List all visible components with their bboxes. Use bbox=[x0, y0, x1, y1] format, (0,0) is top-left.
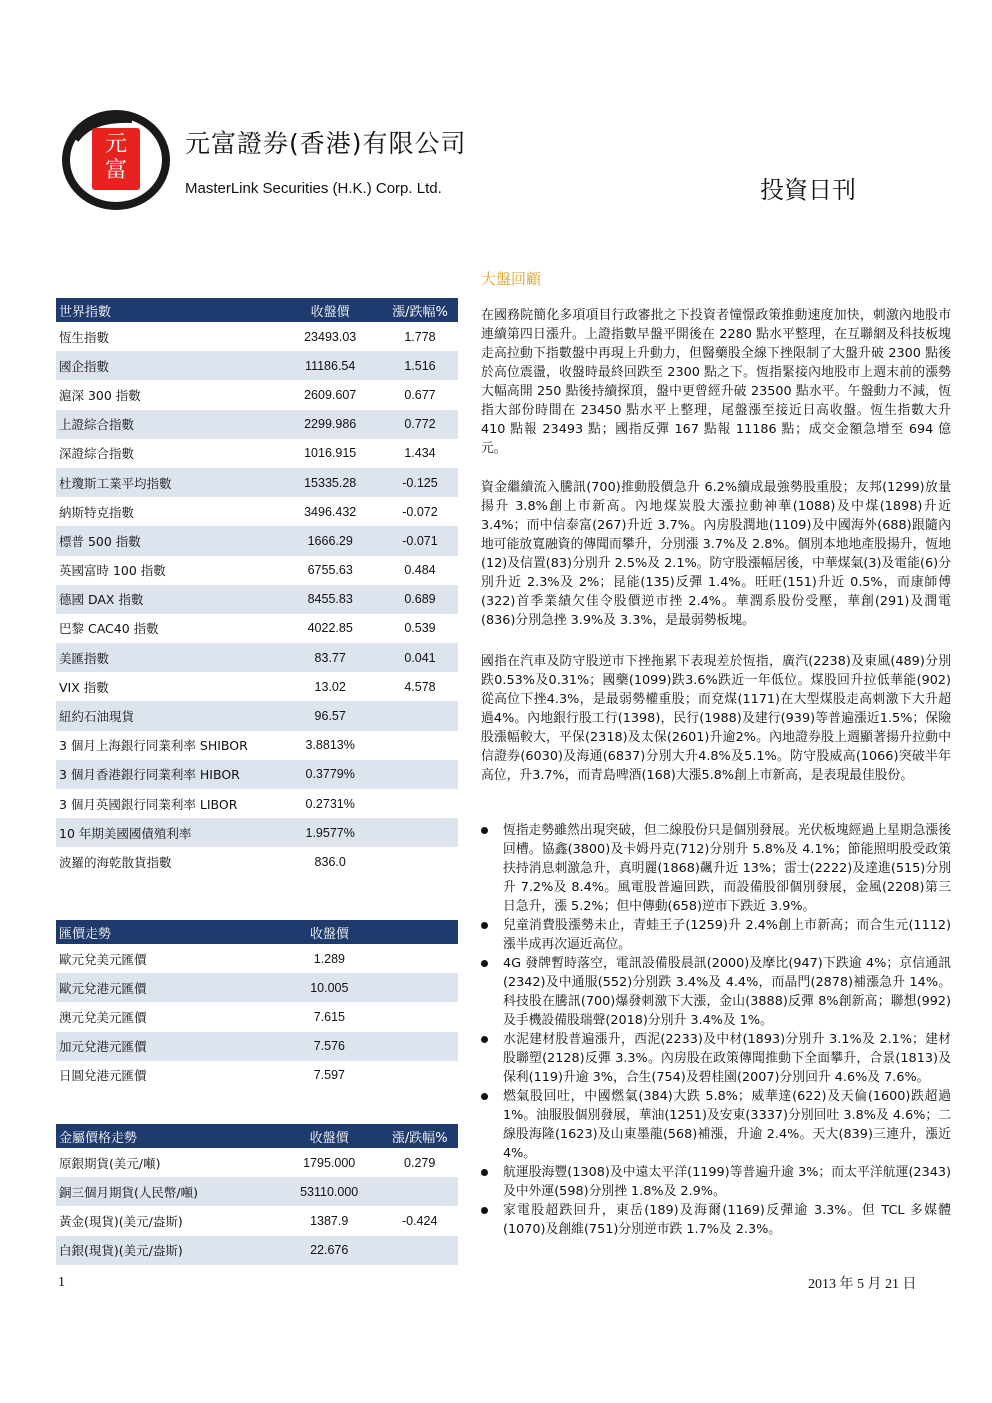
close-value: 0.3779% bbox=[278, 760, 381, 789]
change-value bbox=[382, 818, 458, 847]
column-header: 金屬價格走勢 bbox=[56, 1124, 277, 1148]
column-header: 漲/跌幅% bbox=[381, 1124, 458, 1148]
column-header: 收盤價 bbox=[278, 298, 381, 322]
table-row bbox=[56, 351, 458, 380]
table-row bbox=[56, 585, 458, 614]
row-label: 納斯特克指數 bbox=[59, 504, 135, 520]
change-value: -0.072 bbox=[402, 504, 438, 519]
table-header-row bbox=[56, 920, 458, 944]
list-item bbox=[481, 954, 951, 1030]
company-logo bbox=[62, 110, 170, 210]
row-label: 白銀(現貨)(美元/盎斯) bbox=[56, 1236, 277, 1265]
list-item bbox=[481, 1030, 951, 1087]
close-value: 53110.000 bbox=[277, 1177, 381, 1206]
fx-table bbox=[56, 920, 458, 1090]
table-row bbox=[56, 1061, 458, 1090]
change-value: 0.677 bbox=[404, 387, 436, 402]
table-header-row bbox=[56, 298, 458, 322]
change-value bbox=[382, 944, 458, 973]
change-value bbox=[382, 1061, 458, 1090]
list-item-text: 兒童消費股漲勢未止，青蛙王子(1259)升 2.4%創上市新高；而合生元(1112)漲半成再次逼近高位。 bbox=[503, 918, 951, 952]
column-header: 匯價走勢 bbox=[56, 920, 277, 944]
change-value: 1.434 bbox=[404, 446, 436, 461]
change-value bbox=[381, 1177, 458, 1206]
close-value: 7.576 bbox=[277, 1032, 382, 1061]
change-value bbox=[382, 1032, 458, 1061]
row-label: 波羅的海乾散貨指數 bbox=[59, 854, 172, 870]
close-value: 7.597 bbox=[313, 1068, 345, 1083]
table-row bbox=[56, 1032, 458, 1061]
close-value: 15335.28 bbox=[278, 468, 381, 497]
close-value: 1795.000 bbox=[303, 1155, 356, 1170]
change-value: 0.539 bbox=[404, 621, 436, 636]
change-value: 0.041 bbox=[382, 643, 458, 672]
close-value: 4022.85 bbox=[307, 621, 353, 636]
table-row bbox=[56, 410, 458, 439]
change-value bbox=[382, 789, 458, 818]
row-label: 標普 500 指數 bbox=[56, 526, 278, 555]
close-value: 1.289 bbox=[313, 951, 345, 966]
change-value bbox=[382, 731, 458, 760]
bullet-icon bbox=[481, 827, 488, 834]
row-label: 紐約石油現貨 bbox=[56, 701, 278, 730]
row-label: 滬深 300 指數 bbox=[59, 387, 141, 403]
row-label: 德國 DAX 指數 bbox=[56, 585, 278, 614]
table-header-row bbox=[56, 1124, 458, 1148]
list-item bbox=[481, 916, 951, 954]
close-value: 83.77 bbox=[278, 643, 381, 672]
row-label: 黃金(現貨)(美元/盎斯) bbox=[59, 1213, 183, 1229]
table-row bbox=[56, 439, 458, 468]
close-value: 0.2731% bbox=[305, 796, 355, 811]
close-value: 23493.03 bbox=[304, 329, 357, 344]
list-item-text: 燃氣股回吐，中國燃氣(384)大跌 5.8%；威華達(622)及天倫(1600)跌超過 1%。油服股個別發展，華油(1251)及安東(3337)分別回吐 3.8%及 4.6%；二線股海隆(1623)及山東墨龍(568)補漲，升逾 2.4%。天大(839)三連升，漲近 4%。 bbox=[503, 1089, 951, 1161]
list-item bbox=[481, 1087, 951, 1163]
change-value: 0.279 bbox=[404, 1155, 436, 1170]
table-row bbox=[56, 944, 458, 973]
close-value: 1387.9 bbox=[310, 1213, 349, 1228]
row-label: 日圓兌港元匯價 bbox=[59, 1068, 147, 1084]
column-header: 世界指數 bbox=[56, 298, 278, 322]
list-item bbox=[481, 1163, 951, 1201]
list-item-text: 航運股海豐(1308)及中遠太平洋(1199)等普遍升逾 3%；而太平洋航運(2343)及中外運(598)分別挫 1.8%及 2.9%。 bbox=[503, 1165, 951, 1199]
bullet-icon bbox=[481, 1169, 488, 1176]
row-label: 澳元兌美元匯價 bbox=[59, 1009, 147, 1025]
list-item-text: 4G 發牌暫時落空，電訊設備股晨訊(2000)及摩比(947)下跌逾 4%；京信通訊(2342)及中通服(552)分別跌 3.4%及 4.4%，而晶門(2878)補漲急升 14%。科技股在騰訊(700)爆發刺激下大漲，金山(3888)反彈 8%創新高；聯想(992)及手機設備股瑞聲(2018)分別升 3.4%及 1%。 bbox=[503, 956, 951, 1028]
row-label: VIX 指數 bbox=[59, 679, 109, 695]
metals-table bbox=[56, 1124, 458, 1265]
close-value: 6755.63 bbox=[307, 563, 353, 578]
table-row bbox=[56, 973, 458, 1002]
close-value: 1666.29 bbox=[278, 526, 381, 555]
close-value: 10.005 bbox=[277, 973, 382, 1002]
bullet-icon bbox=[481, 960, 488, 967]
table-row bbox=[56, 1206, 458, 1235]
table-row bbox=[56, 847, 458, 876]
change-value: -0.424 bbox=[401, 1213, 438, 1228]
review-paragraph-2: 資金繼續流入騰訊(700)推動股價急升 6.2%續成最強勢股重股；友邦(1299)放量揚升 3.8%創上市新高。內地煤炭股大漲拉動神華(1088)及中煤(1898)升近 3.4%；而中信泰富(267)升近 3.7%。內房股潤地(1109)及中國海外(688)跟隨內地可能放寬融資的傳聞而攀升，分別漲 3.7%及 2.8%。個別本地地產股揚升，恆地(12)及信置(83)分別升 2.5%及 2.1%。防守股漲幅居後，中華煤氣(3)及電能(6)分別升近 2.3%及 2%；昆能(135)反彈 1.4%。旺旺(151)升近 0.5%，而康師傅(322)首季業績欠佳令股價逆市挫 2.4%。華潤系股份受壓，華創(291)及潤電(836)分別急挫 3.9%及 3.3%，是最弱勢板塊。 bbox=[481, 480, 951, 628]
table-row bbox=[56, 672, 458, 701]
close-value: 22.676 bbox=[277, 1236, 381, 1265]
change-value bbox=[382, 760, 458, 789]
column-header: 漲/跌幅% bbox=[382, 298, 458, 322]
change-value bbox=[382, 1002, 458, 1031]
bullet-icon bbox=[481, 1207, 488, 1214]
close-value: 96.57 bbox=[278, 701, 381, 730]
row-label: 英國富時 100 指數 bbox=[59, 563, 166, 579]
change-value: -0.071 bbox=[382, 526, 458, 555]
table-row bbox=[56, 643, 458, 672]
change-value: 4.578 bbox=[404, 679, 436, 694]
logo-text: 元富 bbox=[104, 132, 127, 183]
close-value: 2609.607 bbox=[304, 387, 357, 402]
report-date: 2013 年 5 月 21 日 bbox=[808, 1277, 917, 1292]
close-value: 3.8813% bbox=[305, 738, 355, 753]
table-row bbox=[56, 1177, 458, 1206]
close-value: 1.9577% bbox=[278, 818, 381, 847]
section-title: 大盤回顧 bbox=[481, 270, 542, 288]
column-header: 收盤價 bbox=[277, 1124, 381, 1148]
row-label: 恆生指數 bbox=[59, 329, 110, 345]
list-item-text: 家電股超跌回升，東岳(189)及海爾(1169)反彈逾 3.3%。但 TCL 多媒體(1070)及創維(751)分別逆市跌 1.7%及 2.3%。 bbox=[503, 1203, 951, 1237]
table-row bbox=[56, 701, 458, 730]
row-label: 3 個月香港銀行同業利率 HIBOR bbox=[56, 760, 278, 789]
table-row bbox=[56, 556, 458, 585]
column-header-empty bbox=[382, 920, 458, 944]
row-label: 3 個月上海銀行同業利率 SHIBOR bbox=[59, 738, 248, 754]
review-paragraph-1: 在國務院簡化多項項目行政審批之下投資者憧憬政策推動速度加快，刺激內地股市連續第四日漲升。上證指數早盤平開後在 2280 點水平整理，在互聯網及科技板塊走高拉動下指數盤中再現上升動力，但醫藥股全線下挫限制了大盤升破 2300 點後於高位震盪，收盤時最終回跌至 2300 點之下。恆指緊接內地股市上週末前的漲勢大幅高開 250 點後持續探頂，盤中更曾經升破 23500 點水平。午盤動力不減，恆指大部份時間在 23450 點水平上整理，尾盤漲至接近日高收盤。恆生指數大升 410 點報 23493 點；國指反彈 167 點報 11186 點；成交金額急增至 694 億元。 bbox=[481, 308, 951, 456]
list-item-text: 水泥建材股普遍漲升，西泥(2233)及中材(1893)分別升 3.1%及 2.1%；建材股聯塑(2128)反彈 3.3%。內房股在政策傳聞推動下全面攀升，合景(1813)及保利(119)升逾 3%，合生(754)及碧桂園(2007)分別回升 4.6%及 7.6%。 bbox=[503, 1032, 951, 1085]
table-row bbox=[56, 1148, 458, 1177]
close-value: 11186.54 bbox=[278, 351, 381, 380]
review-paragraph-3: 國指在汽車及防守股逆市下挫拖累下表現差於恆指，廣汽(2238)及東風(489)分別跌0.53%及0.31%；國藥(1099)跌3.6%跌近一年低位。煤股回升拉低華能(902)從高位下挫4.3%，是最弱勢權重股；而兗煤(1171)在大型煤股走高刺激下大升超過4%。內地銀行股工行(1398)，民行(1988)及建行(939)等普遍漲近1.5%；保險股漲幅較大，平保(2318)及太保(2601)升逾2%。內地證券股上週顯著揚升拉動中信證券(6030)及海通(6837)分別大升4.8%及5.1%。防守股威高(1066)突破半年高位，升3.7%，而青島啤酒(168)大漲5.8%創上市新高，是表現最佳股份。 bbox=[481, 654, 951, 783]
bullet-icon bbox=[481, 1036, 488, 1043]
document-title: 投資日刊 bbox=[760, 176, 856, 204]
bullet-icon bbox=[481, 922, 488, 929]
change-value: 0.689 bbox=[382, 585, 458, 614]
close-value: 13.02 bbox=[314, 679, 346, 694]
table-row bbox=[56, 322, 458, 351]
close-value: 836.0 bbox=[314, 854, 346, 869]
row-label: 加元兌港元匯價 bbox=[56, 1032, 277, 1061]
bullet-icon bbox=[481, 1093, 488, 1100]
column-header: 收盤價 bbox=[277, 920, 382, 944]
change-value: 1.778 bbox=[404, 329, 436, 344]
row-label: 國企指數 bbox=[56, 351, 278, 380]
row-label: 歐元兌港元匯價 bbox=[56, 973, 277, 1002]
change-value bbox=[382, 973, 458, 1002]
bullet-list bbox=[481, 821, 951, 1239]
close-value: 3496.432 bbox=[304, 504, 357, 519]
table-row bbox=[56, 526, 458, 555]
list-item bbox=[481, 821, 951, 916]
table-row bbox=[56, 789, 458, 818]
table-row bbox=[56, 1236, 458, 1265]
change-value bbox=[381, 1236, 458, 1265]
row-label: 巴黎 CAC40 指數 bbox=[59, 621, 159, 637]
close-value: 2299.986 bbox=[278, 410, 381, 439]
row-label: 美匯指數 bbox=[56, 643, 278, 672]
row-label: 歐元兌美元匯價 bbox=[59, 951, 147, 967]
close-value: 7.615 bbox=[313, 1009, 345, 1024]
row-label: 杜瓊斯工業平均指數 bbox=[56, 468, 278, 497]
change-value: 1.516 bbox=[382, 351, 458, 380]
company-name-en: MasterLink Securities (H.K.) Corp. Ltd. bbox=[185, 180, 442, 197]
row-label: 原銀期貨(美元/噸) bbox=[59, 1155, 161, 1171]
list-item-text: 恆指走勢雖然出現突破，但二線股份只是個別發展。光伏板塊經過上星期急漲後回槽。協鑫(3800)及卡姆丹克(712)分別升 5.8%及 4.1%；節能照明股受政策扶持消息刺激急升，真明麗(1868)飆升近 13%；雷士(2222)及達進(515)分別升 7.2%及 8.4%。風電股普遍回跌，而設備股卻個別發展，金風(2208)第三日急升，漲 5.2%；但中傳動(658)逆市下跌近 3.9%。 bbox=[503, 823, 951, 914]
list-item bbox=[481, 1201, 951, 1239]
change-value: 0.772 bbox=[382, 410, 458, 439]
close-value: 8455.83 bbox=[278, 585, 381, 614]
table-row bbox=[56, 1002, 458, 1031]
change-value: 0.484 bbox=[404, 563, 436, 578]
change-value bbox=[382, 847, 458, 876]
table-row bbox=[56, 468, 458, 497]
page-number: 1 bbox=[58, 1275, 65, 1290]
row-label: 深證綜合指數 bbox=[59, 446, 135, 462]
table-row bbox=[56, 731, 458, 760]
table-row bbox=[56, 818, 458, 847]
table-row bbox=[56, 497, 458, 526]
row-label: 3 個月英國銀行同業利率 LIBOR bbox=[59, 796, 238, 812]
company-name-cn: 元富證券(香港)有限公司 bbox=[185, 129, 467, 158]
change-value: -0.125 bbox=[382, 468, 458, 497]
close-value: 1016.915 bbox=[304, 446, 357, 461]
row-label: 上證綜合指數 bbox=[56, 410, 278, 439]
world-indices-table bbox=[56, 298, 458, 877]
change-value bbox=[382, 701, 458, 730]
row-label: 10 年期美國國債殖利率 bbox=[56, 818, 278, 847]
table-row bbox=[56, 760, 458, 789]
row-label: 銅三個月期貨(人民幣/噸) bbox=[56, 1177, 277, 1206]
table-row bbox=[56, 614, 458, 643]
table-row bbox=[56, 380, 458, 409]
